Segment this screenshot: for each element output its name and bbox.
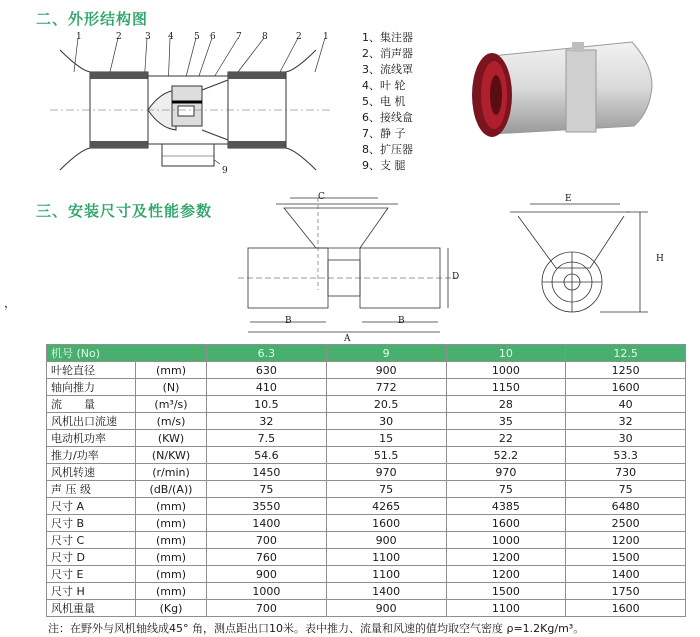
row-unit: (N)	[136, 379, 207, 396]
callout-label: 8	[262, 32, 268, 42]
row-unit: (KW)	[136, 430, 207, 447]
table-cell: 2500	[566, 515, 686, 532]
dim-label-e: E	[565, 194, 572, 204]
dim-label-c: C	[318, 192, 325, 202]
row-unit: (Kg)	[136, 600, 207, 617]
table-cell: 6480	[566, 498, 686, 515]
table-cell: 53.3	[566, 447, 686, 464]
table-cell: 730	[566, 464, 686, 481]
table-cell: 970	[326, 464, 446, 481]
table-cell: 1600	[446, 515, 566, 532]
table-cell: 900	[326, 600, 446, 617]
table-row	[47, 549, 686, 566]
table-cell: 1000	[207, 583, 327, 600]
table-cell: 900	[326, 532, 446, 549]
table-row	[47, 532, 686, 549]
table-row	[47, 396, 686, 413]
specification-table	[46, 344, 686, 617]
table-cell: 1000	[446, 532, 566, 549]
legend-item: 6、接线盒	[362, 111, 413, 124]
end-dimension-drawing	[500, 190, 670, 320]
table-row	[47, 362, 686, 379]
table-cell: 1200	[566, 532, 686, 549]
legend-item: 7、静 子	[362, 127, 406, 140]
table-row	[47, 481, 686, 498]
table-cell: 700	[207, 600, 327, 617]
table-row	[47, 464, 686, 481]
table-cell: 1500	[446, 583, 566, 600]
table-row	[47, 379, 686, 396]
legend-item: 3、流线罩	[362, 63, 413, 76]
callout-label: 2	[116, 32, 122, 42]
table-cell: 410	[207, 379, 327, 396]
callout-label: 1	[76, 32, 82, 42]
row-unit: (mm)	[136, 583, 207, 600]
table-header-cell: 10	[446, 345, 566, 362]
table-cell: 75	[446, 481, 566, 498]
table-cell: 630	[207, 362, 327, 379]
legend-item: 9、支 腿	[362, 159, 406, 172]
callout-label: 3	[145, 32, 151, 42]
row-label: 尺寸 C	[47, 532, 136, 549]
table-cell: 1400	[326, 583, 446, 600]
side-dimension-drawing	[238, 190, 468, 340]
parts-legend	[362, 30, 413, 174]
row-unit: (mm)	[136, 532, 207, 549]
table-cell: 75	[326, 481, 446, 498]
callout-label: 4	[168, 32, 174, 42]
table-cell: 10.5	[207, 396, 327, 413]
legend-item: 4、叶 轮	[362, 79, 406, 92]
row-unit: (m³/s)	[136, 396, 207, 413]
table-cell: 1400	[207, 515, 327, 532]
row-label: 尺寸 A	[47, 498, 136, 515]
section-title-installation: 三、安装尺寸及性能参数	[36, 202, 213, 220]
table-row	[47, 566, 686, 583]
table-cell: 772	[326, 379, 446, 396]
table-header-cell: 9	[326, 345, 446, 362]
table-cell: 1600	[566, 379, 686, 396]
row-unit: (mm)	[136, 549, 207, 566]
table-cell: 900	[207, 566, 327, 583]
row-unit: (r/min)	[136, 464, 207, 481]
table-cell: 52.2	[446, 447, 566, 464]
row-unit: (mm)	[136, 498, 207, 515]
table-row	[47, 430, 686, 447]
row-label: 风机出口流速	[47, 413, 136, 430]
row-unit: (mm)	[136, 566, 207, 583]
table-header-cell: 机号 (No)	[47, 345, 207, 362]
table-cell: 1450	[207, 464, 327, 481]
legend-item: 2、消声器	[362, 47, 413, 60]
table-header-cell: 6.3	[207, 345, 327, 362]
table-cell: 3550	[207, 498, 327, 515]
table-cell: 1250	[566, 362, 686, 379]
row-label: 电动机功率	[47, 430, 136, 447]
table-cell: 75	[207, 481, 327, 498]
table-cell: 28	[446, 396, 566, 413]
table-cell: 1500	[566, 549, 686, 566]
callout-label: 9	[222, 166, 228, 176]
row-label: 轴向推力	[47, 379, 136, 396]
row-label: 流 量	[47, 396, 136, 413]
table-cell: 970	[446, 464, 566, 481]
table-cell: 4385	[446, 498, 566, 515]
table-cell: 32	[566, 413, 686, 430]
table-cell: 30	[566, 430, 686, 447]
row-unit: (mm)	[136, 362, 207, 379]
legend-item: 8、扩压器	[362, 143, 413, 156]
table-cell: 1200	[446, 566, 566, 583]
table-cell: 1600	[566, 600, 686, 617]
dim-label-h: H	[656, 254, 664, 264]
row-unit: (dB/(A))	[136, 481, 207, 498]
footnote: 注：在野外与风机轴线成45° 角，测点距出口10米。表中推力、流量和风速的值均取空气密度 ρ=1.2Kg/m³。	[48, 622, 585, 635]
row-unit: (N/KW)	[136, 447, 207, 464]
callout-label: 1	[323, 32, 329, 42]
dim-label-b: B	[398, 316, 405, 326]
table-row	[47, 515, 686, 532]
dim-label-d: D	[452, 272, 460, 282]
table-cell: 1100	[446, 600, 566, 617]
table-cell: 1000	[446, 362, 566, 379]
table-cell: 22	[446, 430, 566, 447]
table-header-row	[47, 345, 686, 362]
table-cell: 20.5	[326, 396, 446, 413]
legend-item: 1、集注器	[362, 31, 413, 44]
table-cell: 35	[446, 413, 566, 430]
table-row	[47, 498, 686, 515]
table-cell: 1200	[446, 549, 566, 566]
table-cell: 54.6	[207, 447, 327, 464]
table-row	[47, 600, 686, 617]
table-cell: 1150	[446, 379, 566, 396]
row-unit: (m/s)	[136, 413, 207, 430]
table-cell: 4265	[326, 498, 446, 515]
row-label: 尺寸 B	[47, 515, 136, 532]
table-cell: 1100	[326, 566, 446, 583]
callout-label: 6	[210, 32, 216, 42]
dim-label-b: B	[285, 316, 292, 326]
callout-label: 7	[236, 32, 242, 42]
table-cell: 760	[207, 549, 327, 566]
table-cell: 32	[207, 413, 327, 430]
table-cell: 1600	[326, 515, 446, 532]
section-title-structure: 二、外形结构图	[36, 10, 149, 28]
table-cell: 1400	[566, 566, 686, 583]
row-label: 尺寸 H	[47, 583, 136, 600]
legend-item: 5、电 机	[362, 95, 406, 108]
row-label: 声 压 级	[47, 481, 136, 498]
table-cell: 75	[566, 481, 686, 498]
table-header-cell: 12.5	[566, 345, 686, 362]
table-row	[47, 447, 686, 464]
row-label: 风机转速	[47, 464, 136, 481]
row-unit: (mm)	[136, 515, 207, 532]
table-cell: 51.5	[326, 447, 446, 464]
callout-label: 5	[194, 32, 200, 42]
table-cell: 40	[566, 396, 686, 413]
table-row	[47, 413, 686, 430]
table-cell: 30	[326, 413, 446, 430]
table-row	[47, 583, 686, 600]
table-cell: 700	[207, 532, 327, 549]
stray-mark: ，	[4, 296, 17, 310]
row-label: 尺寸 E	[47, 566, 136, 583]
dim-label-a: A	[344, 334, 351, 344]
table-cell: 1750	[566, 583, 686, 600]
structure-diagram	[50, 30, 350, 190]
product-photo	[462, 34, 662, 144]
callout-label: 2	[296, 32, 302, 42]
table-cell: 1100	[326, 549, 446, 566]
row-label: 叶轮直径	[47, 362, 136, 379]
table-cell: 900	[326, 362, 446, 379]
row-label: 风机重量	[47, 600, 136, 617]
table-cell: 7.5	[207, 430, 327, 447]
row-label: 尺寸 D	[47, 549, 136, 566]
row-label: 推力/功率	[47, 447, 136, 464]
table-cell: 15	[326, 430, 446, 447]
